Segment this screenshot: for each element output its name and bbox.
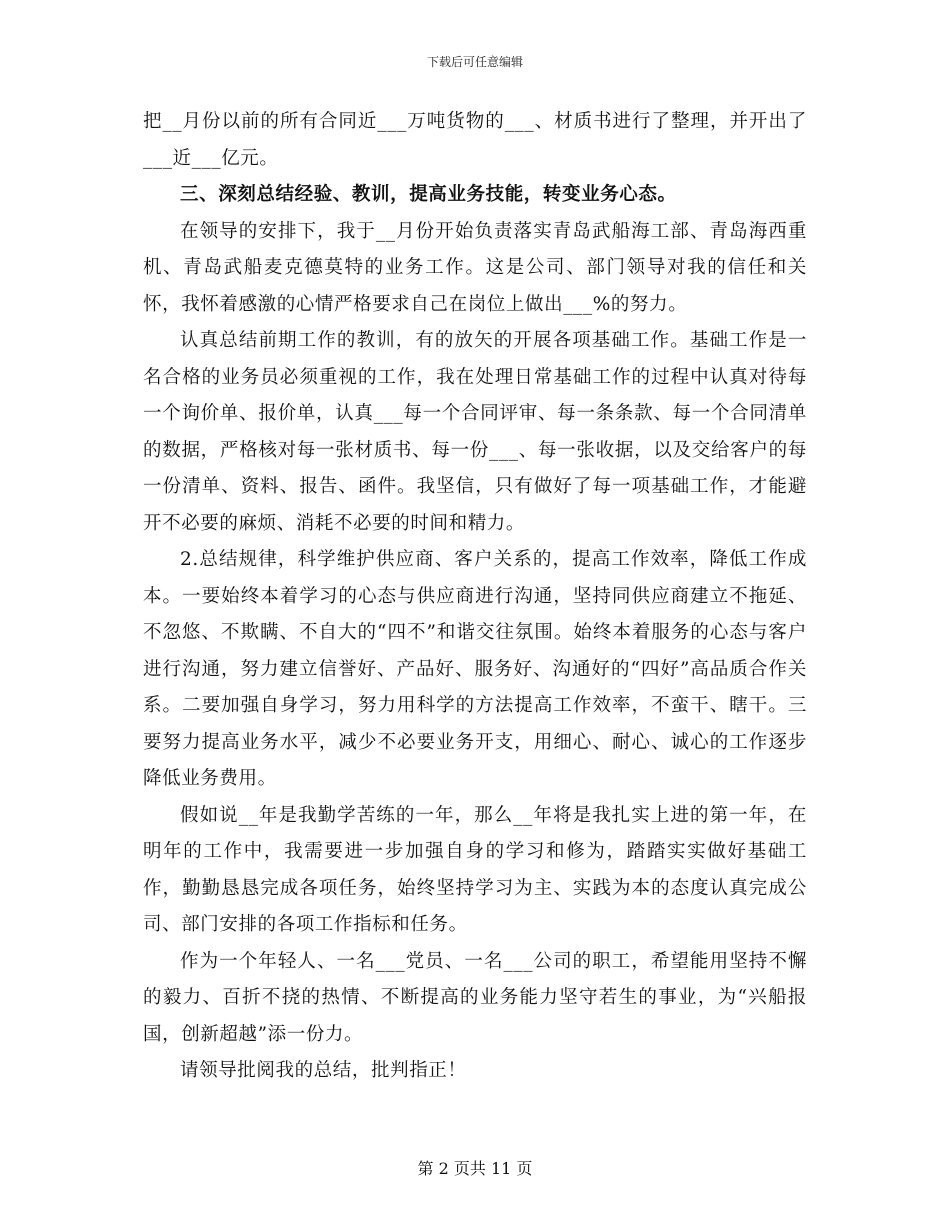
paragraph-aspiration: 作为一个年轻人、一名___党员、一名___公司的职工，希望能用坚持不懈的毅力、百折不挠的热情、不断提高的业务能力坚守若生的事业，为“兴船报国，创新超越”添一份力。: [143, 950, 807, 1045]
paragraph-supplier-relations: 2.总结规律，科学维护供应商、客户关系的，提高工作效率，降低工作成本。一要始终本着学习的心态与供应商进行沟通，坚持同供应商建立不拖延、不忽悠、不欺瞒、不自大的“四不”和谐交往氛围。始终本着服务的心态与客户进行沟通，努力建立信誉好、产品好、服务好、沟通好的“四好”高品质合作关系。二要加强自身学习，努力用科学的方法提高工作效率，不蛮干、瞎干。三要努力提高业务水平，减少不必要业务开支，用细心、耐心、诚心的工作逐步降低业务费用。: [143, 549, 807, 789]
document-body: [143, 104, 807, 1090]
section-heading-3: 三、深刻总结经验、教训，提高业务技能，转变业务心态。: [180, 184, 677, 205]
paragraph-contract-summary: 把__月份以前的所有合同近___万吨货物的___、材质书进行了整理，并开出了___近___亿元。: [143, 111, 807, 169]
paragraph-basic-work: 认真总结前期工作的教训，有的放矢的开展各项基础工作。基础工作是一名合格的业务员必须重视的工作，我在处理日常基础工作的过程中认真对待每一个询价单、报价单，认真___每一个合同评审、每一条条款、每一个合同清单的数据，严格核对每一张材质书、每一份___、每一张收据，以及交给客户的每一份清单、资料、报告、函件。我坚信，只有做好了每一项基础工作，才能避开不必要的麻烦、消耗不必要的时间和精力。: [143, 330, 807, 534]
page-header: 下载后可任意编辑: [426, 55, 523, 69]
page-footer: 第 2 页共 11 页: [417, 1159, 533, 1178]
paragraph-next-year: 假如说__年是我勤学苦练的一年，那么__年将是我扎实上进的第一年，在明年的工作中，我需要进一步加强自身的学习和修为，踏踏实实做好基础工作，勤勤恳恳完成各项任务，始终坚持学习为主、实践为本的态度认真完成公司、部门安排的各项工作指标和任务。: [143, 804, 807, 935]
paragraph-responsibility: 在领导的安排下，我于__月份开始负责落实青岛武船海工部、青岛海西重机、青岛武船麦克德莫特的业务工作。这是公司、部门领导对我的信任和关怀，我怀着感激的心情严格要求自己在岗位上做出___%的努力。: [143, 220, 807, 315]
paragraph-closing: 请领导批阅我的总结，批判指正！: [180, 1060, 467, 1081]
